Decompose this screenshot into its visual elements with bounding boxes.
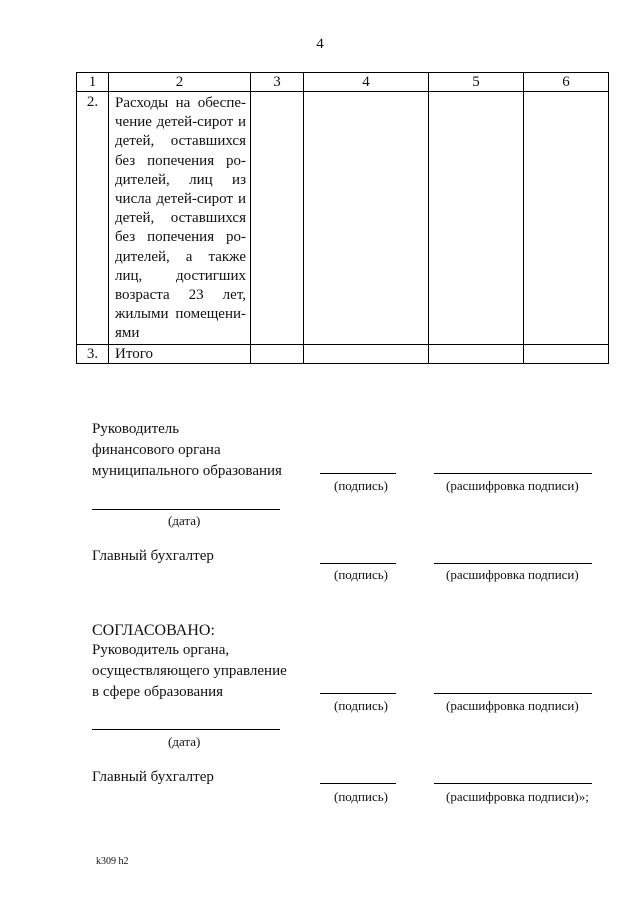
description-line: возраста 23 лет,: [115, 287, 246, 304]
signature-decoding-line: [434, 783, 592, 784]
table-header-row: [77, 73, 609, 92]
signature-line: [320, 783, 396, 784]
table-row-total: [77, 344, 609, 363]
signature-decoding-line: [434, 563, 592, 564]
total-label: Итого: [109, 344, 251, 363]
date-caption: (дата): [168, 513, 201, 528]
table-cell: [304, 92, 429, 345]
description-line: без попечения ро-: [115, 229, 246, 246]
signatory-line: Руководитель: [92, 421, 180, 437]
description-line: Расходы на обеспе-: [115, 95, 246, 111]
header-cell: 6: [524, 73, 609, 92]
description-line: лиц, достигших: [115, 267, 246, 284]
description-line: числа детей-сирот и: [115, 191, 246, 208]
signature-line: [320, 473, 396, 474]
row-number: 3.: [77, 344, 109, 363]
signatory-line: в сфере образования: [92, 684, 224, 700]
description-line: чение детей-сирот и: [115, 114, 246, 131]
signature-decoding-line: [434, 473, 592, 474]
decoding-caption: (расшифровка подписи): [446, 478, 579, 493]
footer-code: k309 h2: [96, 856, 129, 867]
head-fin-title: [92, 419, 282, 482]
description-line: жилыми помещени-: [115, 306, 246, 323]
signature-line: [320, 693, 396, 694]
date-line: [92, 729, 280, 730]
description-line: дителей, а также: [115, 248, 246, 265]
chief-accountant-label: Главный бухгалтер: [92, 769, 214, 785]
table-cell: [524, 344, 609, 363]
description-line: детей, оставшихся: [115, 133, 246, 150]
header-cell: 5: [429, 73, 524, 92]
description-line: детей, оставшихся: [115, 210, 246, 227]
signatory-line: муниципального образования: [92, 463, 282, 479]
podpis-caption: (подпись): [334, 789, 388, 804]
table-cell: [251, 92, 304, 345]
date-caption: (дата): [168, 734, 201, 749]
table-cell: [429, 344, 524, 363]
signature-decoding-line: [434, 693, 592, 694]
header-cell: 2: [109, 73, 251, 92]
table-cell: [251, 344, 304, 363]
signatory-line: осуществляющего управление: [92, 663, 287, 679]
row-description: [109, 92, 251, 345]
chief-accountant-label: Главный бухгалтер: [92, 548, 214, 564]
date-line: [92, 509, 280, 510]
expenses-table: [76, 72, 609, 364]
signatory-line: финансового органа: [92, 442, 221, 458]
table-cell: [429, 92, 524, 345]
signature-line: [320, 563, 396, 564]
agreed-title: СОГЛАСОВАНО:: [92, 622, 215, 639]
row-number: 2.: [77, 92, 109, 345]
table-cell: [524, 92, 609, 345]
description-line: дителей, лиц из: [115, 171, 246, 188]
podpis-caption: (подпись): [334, 698, 388, 713]
page-number: 4: [316, 36, 324, 52]
decoding-caption: (расшифровка подписи): [446, 567, 579, 582]
agreed-signatory: [92, 640, 287, 703]
table-row: [77, 92, 609, 345]
decoding-caption: (расшифровка подписи): [446, 698, 579, 713]
header-cell: 4: [304, 73, 429, 92]
table-cell: [304, 344, 429, 363]
description-line: без попечения ро-: [115, 152, 246, 169]
header-cell: 1: [77, 73, 109, 92]
podpis-caption: (подпись): [334, 567, 388, 582]
podpis-caption: (подпись): [334, 478, 388, 493]
description-line: ями: [115, 325, 140, 342]
signatory-line: Руководитель органа,: [92, 642, 230, 658]
decoding-caption: (расшифровка подписи)»;: [446, 789, 589, 804]
header-cell: 3: [251, 73, 304, 92]
